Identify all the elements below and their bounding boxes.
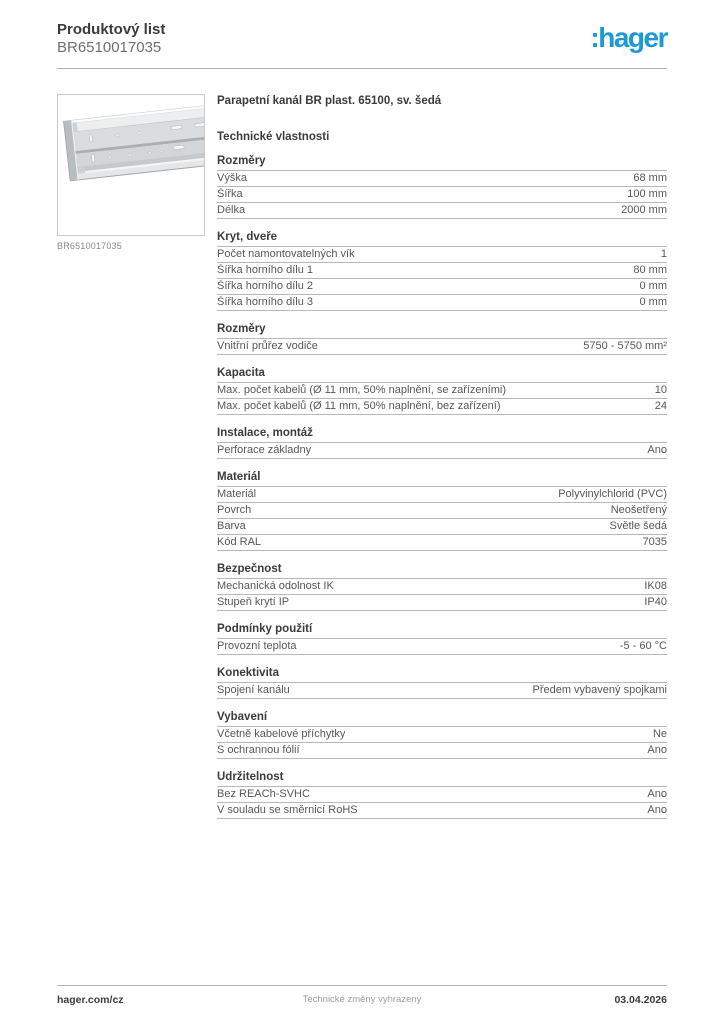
- product-image-column: [57, 94, 205, 251]
- trunking-profile-image: [58, 95, 204, 235]
- spec-row: [217, 203, 667, 219]
- spec-row-value: IP40: [644, 596, 667, 608]
- footer-inner: [57, 994, 667, 1006]
- spec-section: [217, 563, 667, 611]
- spec-row-value: Polyvinylchlorid (PVC): [558, 488, 667, 500]
- spec-section: [217, 667, 667, 699]
- spec-row: [217, 639, 667, 655]
- spec-row: [217, 579, 667, 595]
- spec-section: [217, 427, 667, 459]
- spec-section-title: Rozměry: [217, 155, 667, 171]
- spec-row-label: Perforace základny: [217, 444, 312, 456]
- spec-row-label: Počet namontovatelných vík: [217, 248, 355, 260]
- spec-row-value: Ano: [647, 444, 667, 456]
- spec-row-label: Stupeň krytí IP: [217, 596, 290, 608]
- spec-row-value: 80 mm: [633, 264, 667, 276]
- spec-section-title: Konektivita: [217, 667, 667, 683]
- spec-section: [217, 231, 667, 311]
- spec-row-value: 1: [660, 248, 667, 260]
- spec-row-value: 100 mm: [627, 188, 667, 200]
- spec-row-value: Ano: [647, 788, 667, 800]
- spec-row: [217, 503, 667, 519]
- page-footer: [57, 985, 667, 1006]
- spec-row-label: Max. počet kabelů (Ø 11 mm, 50% naplnění, bez zařízení): [217, 400, 501, 412]
- spec-row-value: 5750 - 5750 mm²: [583, 340, 667, 352]
- spec-row: [217, 595, 667, 611]
- spec-row: [217, 743, 667, 759]
- spec-row: [217, 279, 667, 295]
- technical-properties-heading: Technické vlastnosti: [217, 131, 330, 143]
- spec-column: [217, 94, 667, 819]
- spec-row-label: Barva: [217, 520, 246, 532]
- spec-row: [217, 383, 667, 399]
- document-type-title: Produktový list: [57, 21, 166, 38]
- spec-row-value: Světle šedá: [609, 520, 667, 532]
- spec-row-label: Spojení kanálu: [217, 684, 290, 696]
- spec-row: [217, 727, 667, 743]
- product-code: BR6510017035: [57, 39, 162, 56]
- spec-row-value: 68 mm: [633, 172, 667, 184]
- spec-row-label: Povrch: [217, 504, 252, 516]
- spec-row-label: Vnitřní průřez vodiče: [217, 340, 318, 352]
- spec-row: [217, 295, 667, 311]
- document-heading: [57, 21, 165, 57]
- footer-notice: Technické změny vyhrazeny: [302, 994, 422, 1005]
- spec-row-value: -5 - 60 °C: [619, 640, 667, 652]
- footer-website: hager.com/cz: [57, 994, 124, 1006]
- spec-row-label: Výška: [217, 172, 247, 184]
- spec-row-label: Kód RAL: [217, 536, 262, 548]
- spec-section-title: Podmínky použití: [217, 623, 667, 639]
- spec-row-value: 2000 mm: [621, 204, 667, 216]
- spec-row-label: Mechanická odolnost IK: [217, 580, 334, 592]
- spec-row-label: Včetně kabelové příchytky: [217, 728, 346, 740]
- spec-section-title: Materiál: [217, 471, 667, 487]
- spec-row: [217, 683, 667, 699]
- spec-row-value: Ano: [647, 744, 667, 756]
- spec-row-label: Max. počet kabelů (Ø 11 mm, 50% naplnění, se zařízeními): [217, 384, 506, 396]
- spec-section: [217, 623, 667, 655]
- spec-section-title: Kryt, dveře: [217, 231, 667, 247]
- spec-row: [217, 535, 667, 551]
- spec-row-value: 7035: [642, 536, 667, 548]
- spec-row-label: Materiál: [217, 488, 257, 500]
- spec-row: [217, 187, 667, 203]
- page-header: [57, 0, 667, 57]
- spec-row-label: Šířka horního dílu 3: [217, 296, 314, 308]
- spec-row: [217, 171, 667, 187]
- spec-row: [217, 787, 667, 803]
- spec-section: [217, 471, 667, 551]
- spec-row-label: Šířka horního dílu 2: [217, 280, 314, 292]
- spec-section-title: Rozměry: [217, 323, 667, 339]
- spec-row-label: Provozní teplota: [217, 640, 297, 652]
- spec-row-value: 0 mm: [639, 280, 667, 292]
- spec-row-label: Šířka horního dílu 1: [217, 264, 314, 276]
- spec-row-label: Šířka: [217, 188, 243, 200]
- spec-row: [217, 487, 667, 503]
- spec-section-title: Kapacita: [217, 367, 667, 383]
- footer-date: 03.04.2026: [614, 994, 667, 1006]
- spec-row-value: IK08: [644, 580, 667, 592]
- spec-section: [217, 771, 667, 819]
- product-image-caption: BR6510017035: [57, 241, 122, 251]
- header-divider: [57, 68, 667, 69]
- spec-row-value: 10: [654, 384, 667, 396]
- spec-row: [217, 247, 667, 263]
- spec-section: [217, 155, 667, 219]
- spec-section: [217, 711, 667, 759]
- spec-row-label: S ochrannou fólií: [217, 744, 300, 756]
- spec-row: [217, 399, 667, 415]
- hager-logo: :hager: [590, 22, 667, 53]
- spec-sections: [217, 155, 667, 819]
- spec-row-label: Bez REACh-SVHC: [217, 788, 310, 800]
- spec-section-title: Vybavení: [217, 711, 667, 727]
- spec-row-value: Neošetřený: [610, 504, 667, 516]
- spec-row: [217, 339, 667, 355]
- spec-section: [217, 323, 667, 355]
- spec-row-value: 0 mm: [639, 296, 667, 308]
- spec-row-value: 24: [654, 400, 667, 412]
- spec-section-title: Udržitelnost: [217, 771, 667, 787]
- spec-row: [217, 443, 667, 459]
- spec-section: [217, 367, 667, 415]
- product-title: Parapetní kanál BR plast. 65100, sv. šedá: [217, 95, 442, 107]
- product-image-frame: [57, 94, 205, 236]
- spec-row-label: V souladu se směrnicí RoHS: [217, 804, 358, 816]
- spec-row-value: Ne: [652, 728, 667, 740]
- spec-section-title: Bezpečnost: [217, 563, 667, 579]
- spec-row-label: Délka: [217, 204, 246, 216]
- spec-row-value: Ano: [647, 804, 667, 816]
- spec-section-title: Instalace, montáž: [217, 427, 667, 443]
- spec-row: [217, 803, 667, 819]
- spec-row-value: Předem vybavený spojkami: [532, 684, 667, 696]
- main-content: [57, 94, 667, 819]
- spec-row: [217, 263, 667, 279]
- spec-row: [217, 519, 667, 535]
